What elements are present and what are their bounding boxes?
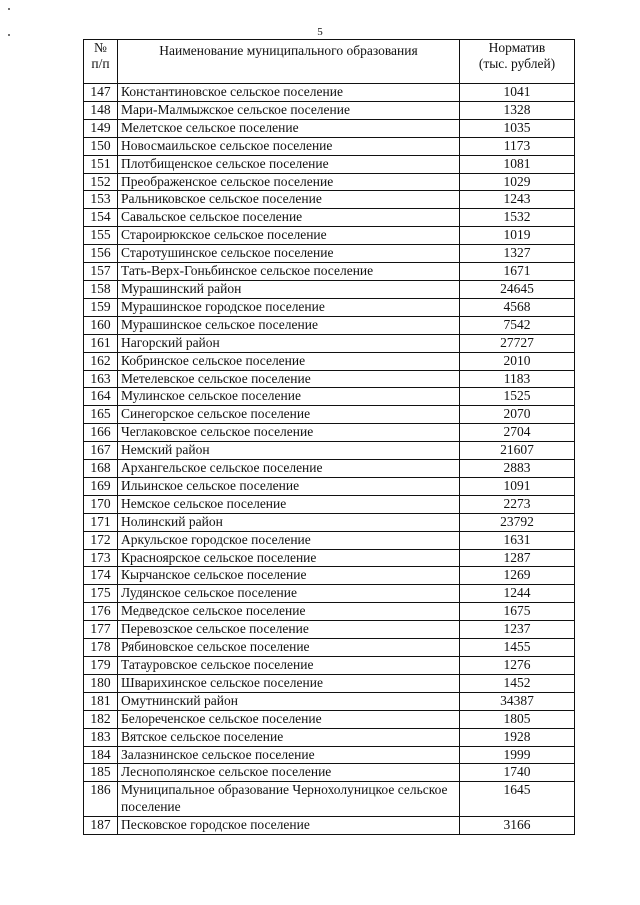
row-value: 1287 [460,549,575,567]
table-row [84,298,575,316]
row-value: 24645 [460,280,575,298]
table-row [84,710,575,728]
row-number: 160 [84,316,118,334]
row-value: 1029 [460,173,575,191]
row-number: 162 [84,352,118,370]
row-number: 154 [84,209,118,227]
row-name: Мулинское сельское поселение [118,388,460,406]
row-name: Нолинский район [118,513,460,531]
table-row [84,352,575,370]
row-value: 1532 [460,209,575,227]
row-number: 183 [84,728,118,746]
table-row [84,370,575,388]
row-name: Песковское городское поселение [118,817,460,835]
row-value: 23792 [460,513,575,531]
row-value: 7542 [460,316,575,334]
table-row [84,316,575,334]
table-row [84,692,575,710]
row-value: 2010 [460,352,575,370]
row-number: 156 [84,245,118,263]
row-number: 166 [84,424,118,442]
row-value: 1455 [460,639,575,657]
table-row [84,477,575,495]
row-name: Нагорский район [118,334,460,352]
row-name: Залазнинское сельское поселение [118,746,460,764]
row-number: 148 [84,101,118,119]
row-number: 177 [84,621,118,639]
row-name: Мари-Малмыжское сельское поселение [118,101,460,119]
row-value: 2883 [460,460,575,478]
row-name: Мурашинское сельское поселение [118,316,460,334]
row-number: 180 [84,674,118,692]
row-value: 1452 [460,674,575,692]
row-name: Муниципальное образование Чернохолуницкое сельское поселение [118,782,460,817]
row-name: Татауровское сельское поселение [118,657,460,675]
row-value: 1035 [460,119,575,137]
row-number: 157 [84,263,118,281]
row-value: 1999 [460,746,575,764]
row-name: Метелевское сельское поселение [118,370,460,388]
table-row [84,137,575,155]
row-name: Ильинское сельское поселение [118,477,460,495]
norms-table [83,39,575,835]
row-number: 175 [84,585,118,603]
row-number: 182 [84,710,118,728]
row-number: 187 [84,817,118,835]
row-value: 2070 [460,406,575,424]
row-number: 167 [84,442,118,460]
row-name: Рябиновское сельское поселение [118,639,460,657]
row-number: 170 [84,495,118,513]
header-number-line2: п/п [91,56,110,71]
row-value: 34387 [460,692,575,710]
row-name: Мурашинское городское поселение [118,298,460,316]
table-row [84,191,575,209]
row-number: 179 [84,657,118,675]
row-name: Тать-Верх-Гоньбинское сельское поселение [118,263,460,281]
row-number: 171 [84,513,118,531]
table-row [84,155,575,173]
row-value: 1631 [460,531,575,549]
row-number: 174 [84,567,118,585]
row-value: 1740 [460,764,575,782]
row-value: 1805 [460,710,575,728]
scan-mark-dot [8,8,10,10]
row-name: Новосмаильское сельское поселение [118,137,460,155]
row-number: 161 [84,334,118,352]
row-name: Немское сельское поселение [118,495,460,513]
row-number: 168 [84,460,118,478]
table-row [84,674,575,692]
row-name: Медведское сельское поселение [118,603,460,621]
row-value: 1276 [460,657,575,675]
table-row [84,460,575,478]
header-norm-line2: (тыс. рублей) [478,56,556,71]
table-row [84,567,575,585]
table-row [84,334,575,352]
table-row [84,585,575,603]
row-value: 1091 [460,477,575,495]
row-name: Шварихинское сельское поселение [118,674,460,692]
header-norm-line1: Норматив [488,40,546,55]
table-row [84,817,575,835]
row-value: 1183 [460,370,575,388]
row-value: 1525 [460,388,575,406]
row-value: 1041 [460,84,575,102]
table-row [84,101,575,119]
row-name: Кырчанское сельское поселение [118,567,460,585]
row-value: 3166 [460,817,575,835]
table-row [84,639,575,657]
row-name: Вятское сельское поселение [118,728,460,746]
header-norm [460,40,575,84]
row-value: 27727 [460,334,575,352]
row-number: 169 [84,477,118,495]
row-name: Перевозское сельское поселение [118,621,460,639]
row-value: 4568 [460,298,575,316]
row-name: Синегорское сельское поселение [118,406,460,424]
row-name: Чеглаковское сельское поселение [118,424,460,442]
row-number: 164 [84,388,118,406]
row-number: 158 [84,280,118,298]
row-name: Савальское сельское поселение [118,209,460,227]
row-number: 185 [84,764,118,782]
row-number: 151 [84,155,118,173]
row-value: 1237 [460,621,575,639]
row-name: Кобринское сельское поселение [118,352,460,370]
table-row [84,388,575,406]
table-row [84,621,575,639]
row-name: Аркульское городское поселение [118,531,460,549]
row-name: Мелетское сельское поселение [118,119,460,137]
row-value: 21607 [460,442,575,460]
row-value: 1328 [460,101,575,119]
row-number: 176 [84,603,118,621]
row-value: 2273 [460,495,575,513]
table-row [84,549,575,567]
table-row [84,263,575,281]
row-value: 1645 [460,782,575,817]
row-value: 1244 [460,585,575,603]
row-number: 178 [84,639,118,657]
row-value: 2704 [460,424,575,442]
table-row [84,424,575,442]
row-name: Леснополянское сельское поселение [118,764,460,782]
row-name: Ральниковское сельское поселение [118,191,460,209]
row-name: Преображенское сельское поселение [118,173,460,191]
table-row [84,782,575,817]
table-row [84,442,575,460]
row-number: 181 [84,692,118,710]
row-number: 172 [84,531,118,549]
row-name: Омутнинский район [118,692,460,710]
row-number: 147 [84,84,118,102]
header-name: Наименование муниципального образования [118,40,460,84]
row-value: 1173 [460,137,575,155]
table-row [84,513,575,531]
row-name: Староирюкское сельское поселение [118,227,460,245]
row-name: Константиновское сельское поселение [118,84,460,102]
header-number-line1: № [94,40,107,55]
row-name: Немский район [118,442,460,460]
row-number: 159 [84,298,118,316]
row-name: Старотушинское сельское поселение [118,245,460,263]
table-row [84,227,575,245]
table-row [84,119,575,137]
row-number: 163 [84,370,118,388]
table-row [84,603,575,621]
row-number: 149 [84,119,118,137]
row-value: 1671 [460,263,575,281]
row-number: 155 [84,227,118,245]
row-number: 152 [84,173,118,191]
table-row [84,657,575,675]
row-number: 186 [84,782,118,817]
row-value: 1081 [460,155,575,173]
table-row [84,406,575,424]
table-row [84,280,575,298]
table-row [84,764,575,782]
row-value: 1675 [460,603,575,621]
row-value: 1243 [460,191,575,209]
table-row [84,531,575,549]
row-value: 1327 [460,245,575,263]
row-number: 173 [84,549,118,567]
table-row [84,84,575,102]
row-name: Лудянское сельское поселение [118,585,460,603]
row-number: 150 [84,137,118,155]
table-row [84,209,575,227]
table-row [84,746,575,764]
table-header-row [84,40,575,84]
row-name: Белореченское сельское поселение [118,710,460,728]
row-number: 165 [84,406,118,424]
page-number: 5 [317,26,323,38]
row-number: 184 [84,746,118,764]
row-value: 1019 [460,227,575,245]
table-row [84,173,575,191]
row-value: 1269 [460,567,575,585]
row-name: Мурашинский район [118,280,460,298]
row-name: Плотбищенское сельское поселение [118,155,460,173]
row-number: 153 [84,191,118,209]
row-name: Архангельское сельское поселение [118,460,460,478]
row-value: 1928 [460,728,575,746]
row-name: Красноярское сельское поселение [118,549,460,567]
header-number [84,40,118,84]
table-row [84,728,575,746]
table-row [84,495,575,513]
table-row [84,245,575,263]
